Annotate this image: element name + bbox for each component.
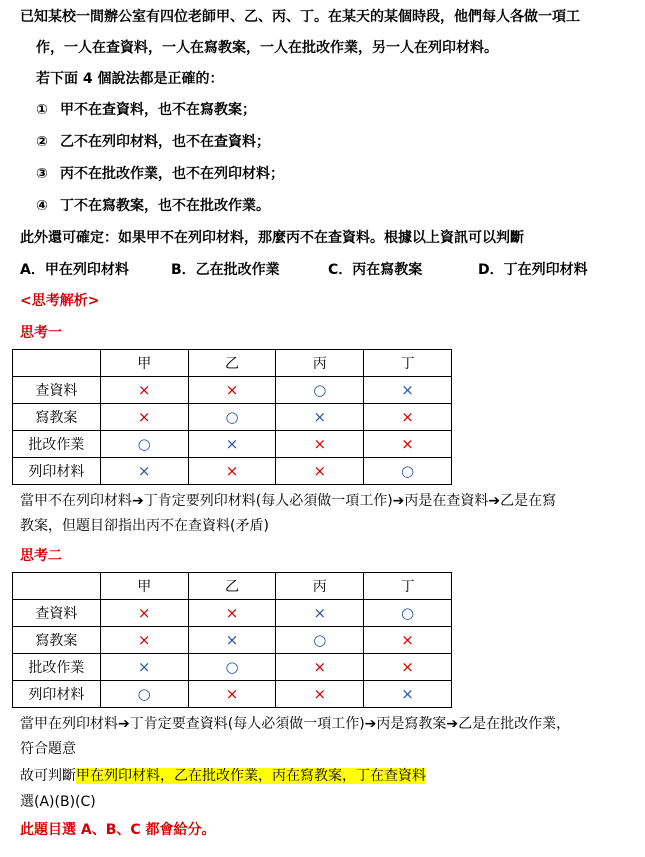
final-note: 此題目選 A、B、C 都會給分。 [20, 822, 216, 838]
table-row [13, 627, 452, 654]
statement-number: ④ [36, 198, 48, 214]
cross-mark-icon: × [137, 408, 151, 426]
table-cell [364, 600, 452, 627]
cross-mark-icon: × [137, 631, 151, 649]
table-cell [100, 431, 188, 458]
circle-mark-icon: ○ [313, 631, 327, 649]
table-cell [100, 654, 188, 681]
statement-3 [36, 164, 284, 184]
conclusion-highlight: 甲在列印材料，乙在批改作業，丙在寫教案，丁在查資料 [76, 768, 426, 784]
table-cell [364, 681, 452, 708]
table-cell [364, 431, 452, 458]
table-cell [188, 404, 276, 431]
table-cell [188, 431, 276, 458]
statement-text: 甲不在查資料，也不在寫教案； [60, 102, 256, 118]
think2-title: 思考二 [20, 548, 62, 564]
cross-mark-icon: × [313, 462, 327, 480]
table-header-row [13, 573, 452, 600]
table-header-cell: 丙 [276, 573, 364, 600]
problem-line-3: 若下面 4 個說法都是正確的： [36, 71, 224, 87]
table-cell [100, 404, 188, 431]
cross-mark-icon: × [313, 658, 327, 676]
table-cell [188, 377, 276, 404]
table-cell [100, 600, 188, 627]
statement-number: ② [36, 134, 48, 150]
table-row [13, 377, 452, 404]
row-label: 列印材料 [13, 458, 101, 485]
cross-mark-icon: × [137, 658, 151, 676]
table-cell [364, 654, 452, 681]
table-cell [276, 404, 364, 431]
cross-mark-icon: × [225, 685, 239, 703]
table-header-cell: 丁 [364, 573, 452, 600]
problem-line-4: 此外還可確定：如果甲不在列印材料，那麼丙不在查資料。根據以上資訊可以判斷 [20, 230, 524, 246]
cross-mark-icon: × [225, 631, 239, 649]
table-corner-cell [13, 573, 101, 600]
statement-number: ③ [36, 166, 48, 182]
table-row [13, 431, 452, 458]
cross-mark-icon: × [401, 658, 414, 676]
statement-text: 丙不在批改作業，也不在列印材料； [60, 166, 284, 182]
statement-2 [36, 132, 270, 152]
circle-mark-icon: ○ [313, 381, 327, 399]
table-cell [276, 431, 364, 458]
cross-mark-icon: × [313, 408, 327, 426]
option-b: B．乙在批改作業 [171, 262, 280, 278]
table-header-cell: 甲 [100, 350, 188, 377]
think2-note-2: 符合題意 [20, 741, 76, 757]
cross-mark-icon: × [225, 604, 239, 622]
cross-mark-icon: × [137, 462, 151, 480]
cross-mark-icon: × [313, 685, 327, 703]
table-cell [276, 377, 364, 404]
cross-mark-icon: × [401, 408, 414, 426]
cross-mark-icon: × [225, 435, 239, 453]
table-cell [188, 681, 276, 708]
table-row [13, 654, 452, 681]
think1-title: 思考一 [20, 325, 62, 341]
statement-text: 乙不在列印材料，也不在查資料； [60, 134, 270, 150]
circle-mark-icon: ○ [137, 685, 151, 703]
think2-table [12, 572, 452, 708]
option-d: D．丁在列印材料 [478, 262, 588, 278]
option-c: C．丙在寫教案 [328, 262, 423, 278]
circle-mark-icon: ○ [401, 462, 415, 480]
think1-note-2: 教案，但題目卻指出丙不在查資料(矛盾) [20, 518, 269, 534]
table-cell [276, 654, 364, 681]
cross-mark-icon: × [401, 381, 414, 399]
choice-line: 選(A)(B)(C) [20, 794, 96, 810]
think1-note-1: 當甲不在列印材料➔丁肯定要列印材料(每人必須做一項工作)➔丙是在查資料➔乙是在寫 [20, 493, 557, 509]
table-cell [364, 458, 452, 485]
cross-mark-icon: × [313, 435, 327, 453]
table-row [13, 600, 452, 627]
table-header-row [13, 350, 452, 377]
table-row [13, 681, 452, 708]
circle-mark-icon: ○ [401, 604, 415, 622]
cross-mark-icon: × [137, 604, 151, 622]
think2-note-1: 當甲在列印材料➔丁肯定要查資料(每人必須做一項工作)➔丙是寫教案➔乙是在批改作業， [20, 716, 571, 732]
table-cell [100, 681, 188, 708]
think1-table [12, 349, 452, 485]
table-cell [188, 627, 276, 654]
table-header-cell: 乙 [188, 573, 276, 600]
problem-line-2: 作，一人在查資料，一人在寫教案，一人在批改作業，另一人在列印材料。 [36, 40, 498, 56]
statement-number: ① [36, 102, 48, 118]
cross-mark-icon: × [313, 604, 327, 622]
table-row [13, 404, 452, 431]
analysis-title: <思考解析> [20, 293, 100, 309]
cross-mark-icon: × [401, 631, 414, 649]
option-a: A．甲在列印材料 [20, 262, 129, 278]
table-header-cell: 丁 [364, 350, 452, 377]
cross-mark-icon: × [401, 685, 414, 703]
row-label: 寫教案 [13, 627, 101, 654]
cross-mark-icon: × [137, 381, 151, 399]
table-cell [276, 681, 364, 708]
statement-text: 丁不在寫教案，也不在批改作業。 [60, 198, 270, 214]
conclusion-line [20, 766, 426, 786]
table-cell [276, 600, 364, 627]
table-cell [276, 627, 364, 654]
circle-mark-icon: ○ [225, 408, 239, 426]
circle-mark-icon: ○ [137, 435, 151, 453]
row-label: 查資料 [13, 600, 101, 627]
table-header-cell: 丙 [276, 350, 364, 377]
circle-mark-icon: ○ [225, 658, 239, 676]
row-label: 批改作業 [13, 431, 101, 458]
table-cell [100, 458, 188, 485]
statement-4 [36, 196, 270, 216]
row-label: 查資料 [13, 377, 101, 404]
table-cell [188, 458, 276, 485]
table-cell [188, 654, 276, 681]
problem-line-1: 已知某校一間辦公室有四位老師甲、乙、丙、丁。在某天的某個時段，他們每人各做一項工 [20, 9, 580, 25]
table-cell [276, 458, 364, 485]
table-cell [364, 377, 452, 404]
table-corner-cell [13, 350, 101, 377]
cross-mark-icon: × [401, 435, 414, 453]
table-cell [100, 627, 188, 654]
table-cell [188, 600, 276, 627]
table-row [13, 458, 452, 485]
statement-1 [36, 100, 256, 120]
table-header-cell: 乙 [188, 350, 276, 377]
cross-mark-icon: × [225, 462, 239, 480]
row-label: 批改作業 [13, 654, 101, 681]
table-header-cell: 甲 [100, 573, 188, 600]
table-cell [364, 627, 452, 654]
row-label: 寫教案 [13, 404, 101, 431]
table-cell [100, 377, 188, 404]
conclusion-prefix: 故可判斷 [20, 768, 76, 784]
table-cell [364, 404, 452, 431]
row-label: 列印材料 [13, 681, 101, 708]
cross-mark-icon: × [225, 381, 239, 399]
